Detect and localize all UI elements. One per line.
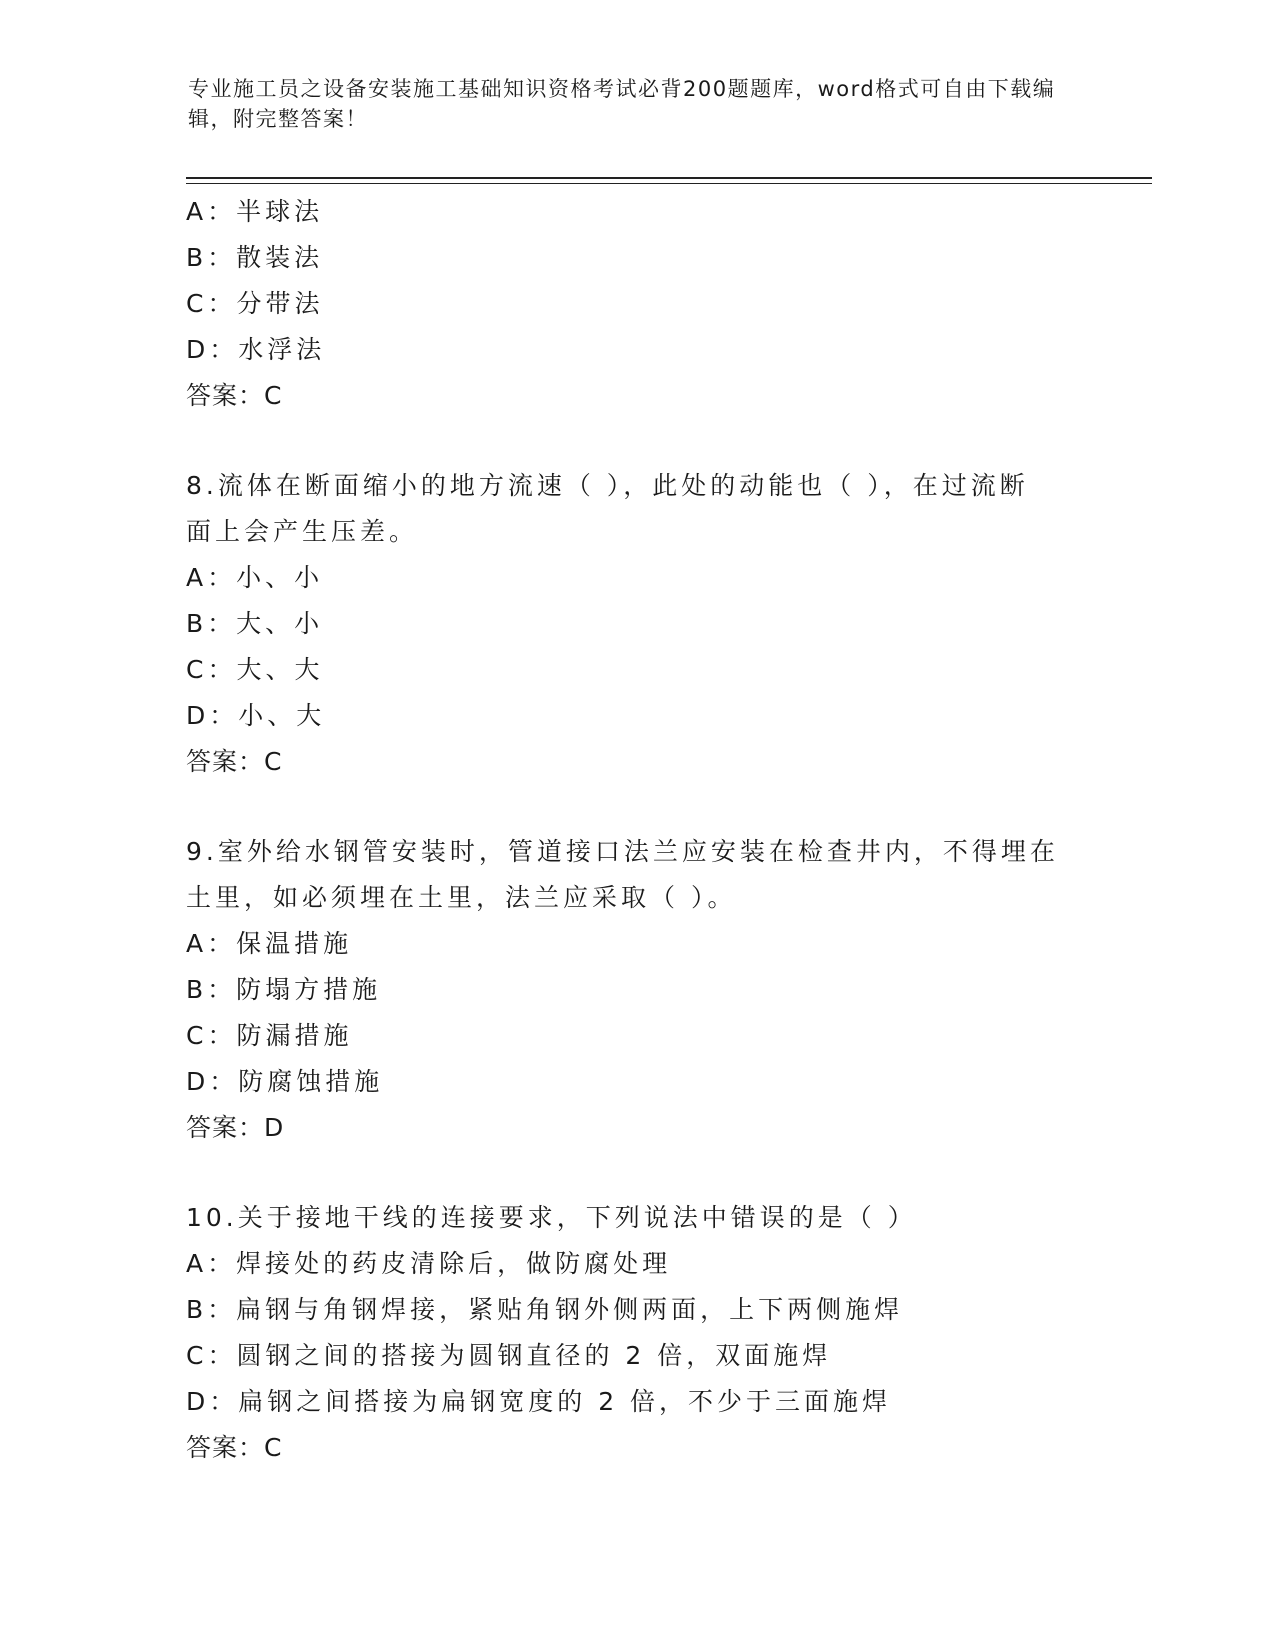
question-text: 9.室外给水钢管安装时，管道接口法兰应安装在检查井内，不得埋在: [186, 837, 1059, 866]
option-d: D：小、大: [186, 701, 326, 730]
option-d: D：水浮法: [186, 335, 326, 364]
option-c: C：圆钢之间的搭接为圆钢直径的 2 倍，双面施焊: [186, 1341, 832, 1370]
option-d: D：防腐蚀措施: [186, 1067, 384, 1096]
answer-line: 答案：C: [186, 381, 283, 410]
option-c: C：分带法: [186, 289, 324, 318]
question-block: [186, 189, 1086, 419]
question-list: [186, 189, 1086, 1471]
option-a: A：焊接处的药皮清除后，做防腐处理: [186, 1249, 672, 1278]
option-a: A：保温措施: [186, 929, 353, 958]
question-text: 10.关于接地干线的连接要求，下列说法中错误的是（ ）: [186, 1203, 917, 1232]
header-divider-thin: [186, 183, 1152, 184]
answer-line: 答案：C: [186, 1433, 283, 1462]
option-b: B：散装法: [186, 243, 324, 272]
option-c: C：大、大: [186, 655, 324, 684]
option-b: B：扁钢与角钢焊接，紧贴角钢外侧两面，上下两侧施焊: [186, 1295, 904, 1324]
option-d: D：扁钢之间搭接为扁钢宽度的 2 倍，不少于三面施焊: [186, 1387, 892, 1416]
answer-line: 答案：C: [186, 747, 283, 776]
header-divider-thick: [186, 177, 1152, 179]
option-a: A：小、小: [186, 563, 324, 592]
document-header: [188, 74, 1078, 134]
question-text: 8.流体在断面缩小的地方流速（ ），此处的动能也（ ），在过流断: [186, 471, 1029, 500]
option-b: B：大、小: [186, 609, 324, 638]
option-b: B：防塌方措施: [186, 975, 382, 1004]
header-text: 专业施工员之设备安装施工基础知识资格考试必背200题题库，word格式可自由下载编辑，附完整答案！: [188, 77, 1056, 131]
answer-line: 答案：D: [186, 1113, 285, 1142]
question-block: [186, 463, 1086, 785]
question-text: 土里，如必须埋在土里，法兰应采取（ ）。: [186, 883, 737, 912]
question-block: [186, 829, 1086, 1151]
option-c: C：防漏措施: [186, 1021, 353, 1050]
question-block: [186, 1195, 1086, 1471]
option-a: A：半球法: [186, 197, 324, 226]
question-text: 面上会产生压差。: [186, 517, 419, 546]
